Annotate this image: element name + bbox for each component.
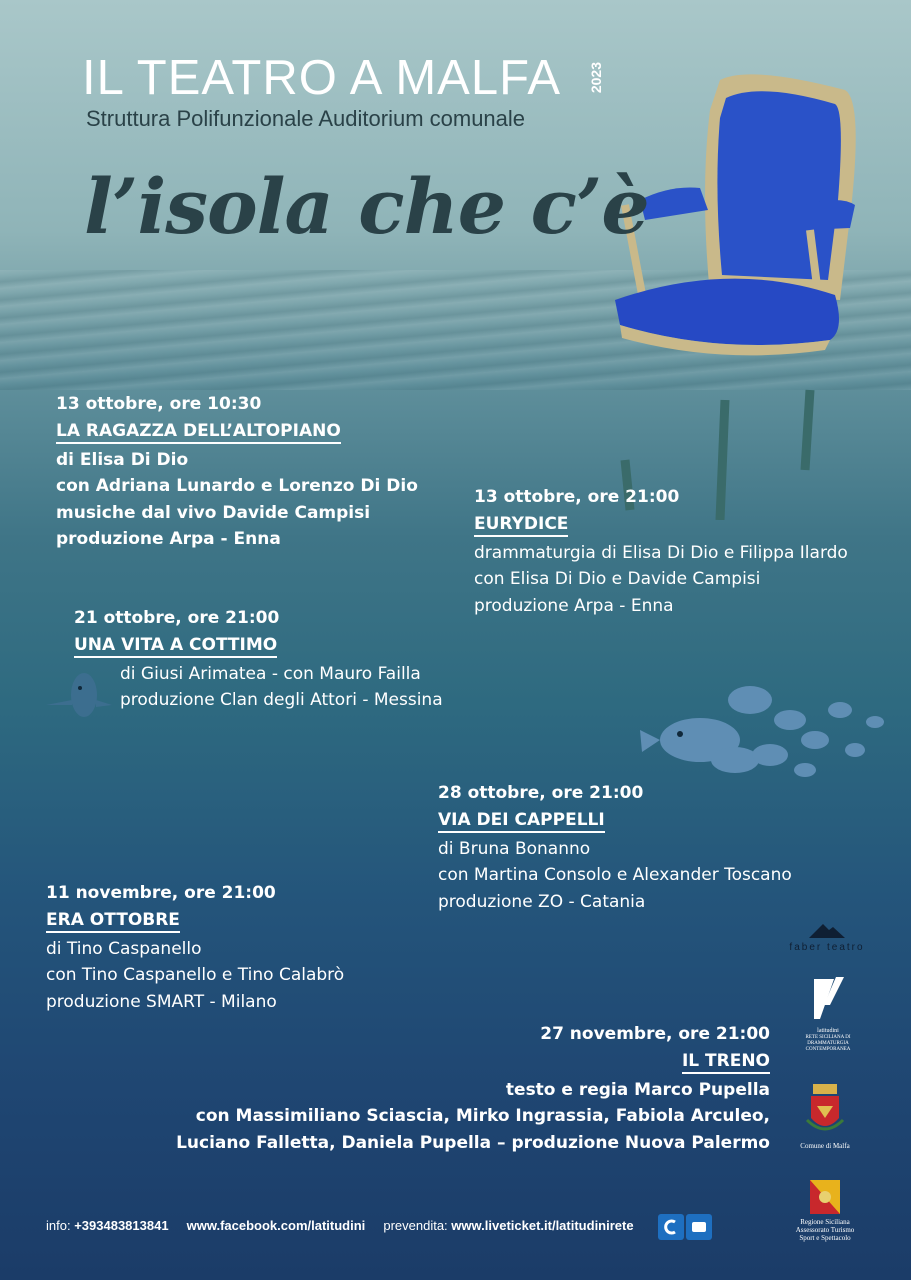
event-ragazza-altopiano	[56, 391, 418, 553]
latitudini-subtitle: RETE SICILIANA DI DRAMMATURGIA CONTEMPORANEA	[805, 1035, 851, 1052]
coat-of-arms-icon	[805, 1082, 845, 1138]
event-date: 27 novembre, ore 21:00	[540, 1024, 770, 1044]
event-line: testo e regia Marco Pupella	[505, 1079, 770, 1100]
event-title: EURYDICE	[474, 513, 568, 537]
event-line: di Elisa Di Dio	[56, 449, 189, 470]
event-line: Luciano Falletta, Daniela Pupella – produzione Nuova Palermo	[176, 1132, 770, 1153]
event-title: LA RAGAZZA DELL’ALTOPIANO	[56, 420, 341, 444]
event-eurydice	[474, 484, 848, 619]
trinacria-icon	[810, 1180, 840, 1214]
event-title: ERA OTTOBRE	[46, 909, 180, 933]
ticket-icon	[658, 1214, 684, 1240]
event-line: produzione Arpa - Enna	[474, 595, 674, 616]
faber-logo-text: faber teatro	[789, 942, 865, 953]
latitudini-name: latitudini	[817, 1028, 839, 1034]
regione-name: Regione Siciliana Assessorato Turismo Sport e Spettacolo	[795, 1218, 855, 1242]
presale-link[interactable]: www.liveticket.it/latitudinirete	[451, 1218, 634, 1233]
venue-subtitle: Struttura Polifunzionale Auditorium comunale	[86, 106, 526, 131]
regione-logo	[790, 1180, 860, 1242]
fish-school-illustration	[640, 660, 900, 800]
event-line: musiche dal vivo Davide Campisi	[56, 502, 371, 523]
event-line: produzione SMART - Milano	[46, 991, 277, 1012]
event-line: produzione Clan degli Attori - Messina	[120, 690, 443, 710]
event-line: di Tino Caspanello	[46, 938, 202, 959]
year-label: 2023	[588, 62, 604, 94]
comune-logo	[798, 1082, 852, 1150]
event-date: 11 novembre, ore 21:00	[46, 883, 276, 903]
tagline: l’isola che c’è	[84, 162, 649, 251]
event-title: UNA VITA A COTTIMO	[74, 634, 277, 658]
event-date: 28 ottobre, ore 21:00	[438, 783, 644, 803]
event-vita-cottimo	[74, 605, 443, 714]
latitudini-logo	[798, 975, 858, 1053]
event-title: IL TRENO	[682, 1050, 770, 1074]
event-date: 13 ottobre, ore 10:30	[56, 394, 262, 414]
event-line: produzione Arpa - Enna	[56, 529, 281, 549]
facebook-link[interactable]: www.facebook.com/latitudini	[186, 1218, 366, 1233]
page-title: IL TEATRO A MALFA	[82, 51, 562, 105]
chair-illustration	[600, 70, 870, 520]
event-via-cappelli	[438, 780, 792, 915]
event-line: di Giusi Arimatea - con Mauro Failla	[120, 663, 421, 684]
event-line: con Massimiliano Sciascia, Mirko Ingrassia, Fabiola Arculeo,	[195, 1106, 770, 1126]
event-line: di Bruna Bonanno	[438, 838, 591, 859]
mountain-icon	[809, 922, 845, 938]
event-title: VIA DEI CAPPELLI	[438, 809, 605, 833]
latitudini-mark-icon	[808, 975, 848, 1023]
event-line: produzione ZO - Catania	[438, 891, 646, 912]
event-date: 21 ottobre, ore 21:00	[74, 608, 280, 628]
card-icon	[686, 1214, 712, 1240]
comune-name: Comune di Malfa	[800, 1142, 850, 1150]
event-line: con Tino Caspanello e Tino Calabrò	[46, 965, 345, 985]
phone-number[interactable]: +393483813841	[74, 1218, 169, 1233]
event-line: con Elisa Di Dio e Davide Campisi	[474, 569, 761, 589]
event-il-treno	[176, 1021, 770, 1156]
info-label: info:	[46, 1218, 71, 1233]
event-line: con Martina Consolo e Alexander Toscano	[438, 865, 792, 885]
event-line: drammaturgia di Elisa Di Dio e Filippa Ilardo	[474, 542, 848, 563]
presale-label: prevendita:	[383, 1218, 448, 1233]
footer-info	[46, 1218, 634, 1233]
event-date: 13 ottobre, ore 21:00	[474, 487, 680, 507]
event-era-ottobre	[46, 880, 344, 1015]
faber-logo	[782, 922, 872, 953]
event-line: con Adriana Lunardo e Lorenzo Di Dio	[56, 476, 418, 496]
